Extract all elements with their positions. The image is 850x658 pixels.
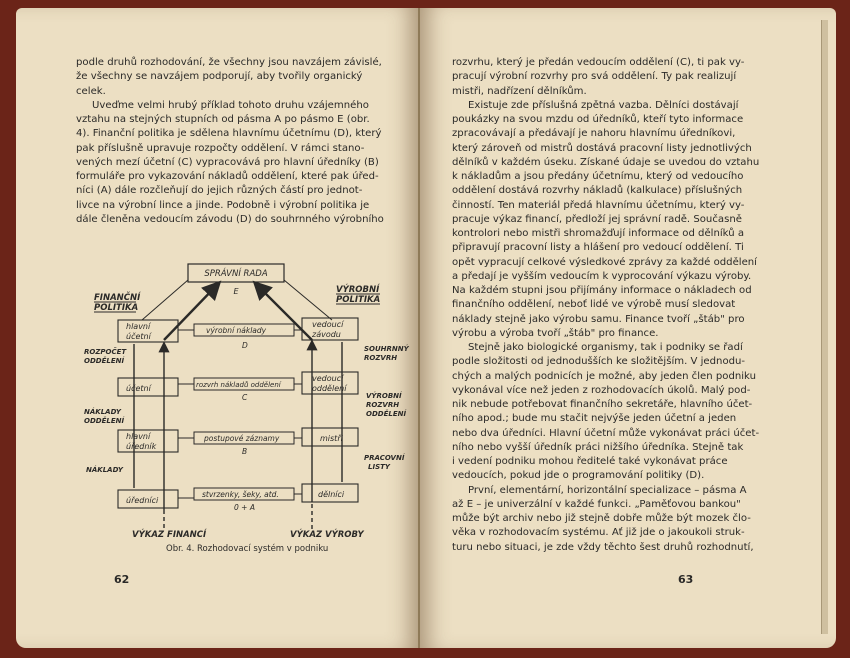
accountant: účetní	[126, 384, 151, 393]
right-page	[420, 8, 836, 648]
schedule-label-2: ROZVRH	[364, 354, 398, 362]
right-text-line: k nákladům a jsou předány účetnímu, který od vedoucího	[452, 171, 744, 182]
right-text-line: připravují pracovní listy a hlášení pro vedoucí oddělení. Ti	[452, 242, 744, 254]
right-text-line: Existuje zde příslušná zpětná vazba. Dělníci dostávají	[468, 99, 739, 111]
worksheets-label-2: LISTY	[368, 463, 390, 471]
foremen: mistři	[320, 434, 343, 443]
right-text-line: vykonával více než jeden z rozhodovacích úkolů. Malý pod-	[452, 384, 751, 396]
row-letter-4: 0 + A	[234, 503, 255, 512]
right-text-line: mistři, nadřízení dělníkům.	[452, 85, 587, 97]
left-page-text	[76, 56, 394, 227]
row-label-3: postupové záznamy	[204, 434, 280, 443]
prod-schedule-label-2: ROZVRH	[366, 401, 400, 409]
workers: dělníci	[318, 490, 345, 499]
right-text-line: a předají je vyšším vedoucím k vyprocování výkazu výroby.	[452, 270, 752, 282]
left-text-line: podle druhů rozhodování, že všechny jsou navzájem závislé,	[76, 57, 382, 68]
budget-label-1: ROZPOČET	[84, 348, 127, 356]
figure-caption: Obr. 4. Rozhodovací systém v podniku	[166, 544, 329, 554]
right-text-line: Stejně jako biologické organismy, tak i podniky se řadí	[468, 342, 743, 353]
row-letter-2: C	[242, 393, 248, 402]
right-text-line: podle složitosti od jednodušších ke složitějším. V jednodu-	[452, 356, 746, 368]
row-letter-3: B	[242, 447, 248, 456]
chief-clerk-1: hlavní	[126, 432, 151, 441]
chief-accountant-2: účetní	[126, 332, 151, 341]
left-text-line: livce na výrobní lince a jinde. Podobně i výrobní politika je	[76, 199, 370, 211]
page-number-left: 62	[114, 573, 130, 586]
left-text-line: formuláře pro vykazování nákladů oddělení, které pak úřed-	[76, 171, 379, 182]
board-letter: E	[233, 287, 239, 296]
right-text-line: může být archiv nebo již stejně dobře může být mozek člo-	[452, 513, 751, 524]
finance-report-label: VÝKAZ FINANCÍ	[132, 530, 207, 538]
right-page-text	[452, 56, 792, 555]
prod-schedule-label-1: VÝROBNÍ	[366, 392, 402, 400]
right-text-line: pracuje výkaz financí, předloží jej správní radě. Současně	[452, 213, 742, 225]
right-text-line: i vedení podniku mohou ředitelé také vykonávat práce	[452, 456, 728, 467]
row-label-2: rozvrh nákladů oddělení	[196, 381, 281, 389]
chief-clerk-2: úředník	[126, 442, 157, 451]
right-text-line: který zároveň od mistrů dostává pracovní listy jednotlivých	[452, 142, 752, 154]
costs-label-3: NÁKLADY	[86, 466, 123, 474]
costs-label-2: ODDĚLENÍ	[84, 417, 125, 425]
row-letter-1: D	[242, 341, 248, 350]
worksheets-label-1: PRACOVNÍ	[364, 454, 405, 462]
right-text-line: vedoucích, pokud jde o programování politiky (D).	[452, 470, 705, 482]
left-page	[16, 8, 418, 648]
left-text-line: celek.	[76, 85, 106, 97]
right-text-line: věka v rozhodovacím systému. Ať již jde o jakoukoli struk-	[452, 527, 745, 539]
finance-policy-label-2: POLITIKA	[94, 303, 139, 313]
finance-policy-label-1: FINANČNÍ	[94, 293, 141, 303]
right-text-line: poukázky na svou mzdu od úředníků, kteří tyto informace	[452, 114, 744, 125]
right-text-line: ního nebo vyšší úředník práci nižšího úředníka. Stejně tak	[452, 441, 744, 453]
right-text-line: dělníků v každém úseku. Získané údaje se uvedou do vztahu	[452, 156, 760, 168]
right-text-line: činností. Ten materiál předá hlavnímu účetnímu, který vy-	[452, 199, 745, 211]
right-text-line: ního apod.; bude mu stačit nejvýše jeden účetní a jeden	[452, 413, 737, 425]
right-text-line: rozvrhu, který je předán vedoucím oddělení (C), ti pak vy-	[452, 57, 745, 68]
budget-label-2: ODDĚLENÍ	[84, 357, 125, 365]
left-text-line: níci (A) dále rozčleňují do jejich různých částí pro jednot-	[76, 185, 363, 197]
plant-manager-2: závodu	[312, 330, 341, 339]
left-text-line: že všechny se navzájem podporují, aby tvořily organický	[76, 71, 363, 83]
production-policy-label-2: POLITIKA	[336, 295, 381, 305]
right-text-line: turu nebo situaci, je zde vždy těchto šest druhů rozhodnutí,	[452, 541, 754, 553]
right-text-line: Na každém stupni jsou přijímány informace o nákladech od	[452, 285, 752, 296]
costs-label-1: NÁKLADY	[84, 408, 121, 416]
board-label: SPRÁVNÍ RADA	[204, 269, 268, 279]
right-text-line: zpracovávají a předávají je nahoru hlavnímu úředníkovi,	[452, 128, 736, 140]
right-text-line: pracují výrobní rozvrhy pro svá oddělení. Ty pak realizují	[452, 71, 737, 83]
production-policy-label-1: VÝROBNÍ	[336, 285, 380, 295]
production-report-label: VÝKAZ VÝROBY	[290, 530, 364, 538]
left-text-line: vených mezí účetní (C) vypracovává pro hlavní úředníky (B)	[76, 156, 379, 168]
right-text-line: chých a malých podnicích je možné, aby jeden člen podniku	[452, 370, 756, 382]
left-text-line: vztahu na stejných stupních od pásma A po pásmo E (obr.	[76, 114, 370, 125]
right-text-line: výrobu a výroba tvoří „štáb" pro finance.	[452, 327, 659, 339]
decision-system-diagram	[84, 248, 414, 538]
prod-schedule-label-3: ODDĚLENÍ	[366, 410, 407, 418]
chief-accountant-1: hlavní	[126, 322, 151, 331]
plant-manager-1: vedoucí	[312, 320, 344, 329]
left-text-line: Uveďme velmi hrubý příklad tohoto druhu vzájemného	[92, 99, 369, 111]
right-text-line: až E – je univerzální v každé funkci. „Paměťovou bankou"	[452, 498, 741, 510]
dept-manager-1: vedoucí	[312, 374, 344, 383]
schedule-label-1: SOUHRNNÝ	[364, 345, 409, 353]
right-text-line: kontrolori nebo mistři shromažďují informace od dělníků a	[452, 228, 745, 239]
right-text-line: opět vypracují celkové výsledkové zprávy za každé oddělení	[452, 256, 757, 268]
row-label-4: stvrzenky, šeky, atd.	[202, 490, 279, 499]
right-text-line: náklady stejně jako výrobu samu. Finance tvoří „štáb" pro	[452, 313, 745, 325]
page-number-right: 63	[678, 573, 694, 586]
left-text-line: 4). Finanční politika je sdělena hlavnímu účetnímu (D), který	[76, 128, 382, 140]
page-edges	[821, 20, 828, 634]
right-text-line: První, elementární, horizontální specializace – pásma A	[468, 484, 747, 496]
right-text-line: nik nebude potřebovat finančního sekretáře, hlavního účet-	[452, 399, 753, 410]
row-label-1: výrobní náklady	[206, 326, 267, 335]
right-text-line: nebo dva úředníci. Hlavní účetní může vykonávat práci účet-	[452, 427, 760, 439]
right-text-line: finančního oddělení, neboť lidé ve výrobě musí sledovat	[452, 299, 736, 311]
left-text-line: pak příslušně upravuje rozpočty oddělení. V rámci stano-	[76, 142, 365, 154]
left-text-line: dále členěna vedoucím závodu (D) do souhrnného výrobního	[76, 213, 384, 225]
clerks: úředníci	[126, 496, 159, 505]
right-text-line: oddělení dostává rozvrhy nákladů (kalkulace) příslušných	[452, 185, 743, 197]
dept-manager-2: oddělení	[312, 384, 347, 393]
